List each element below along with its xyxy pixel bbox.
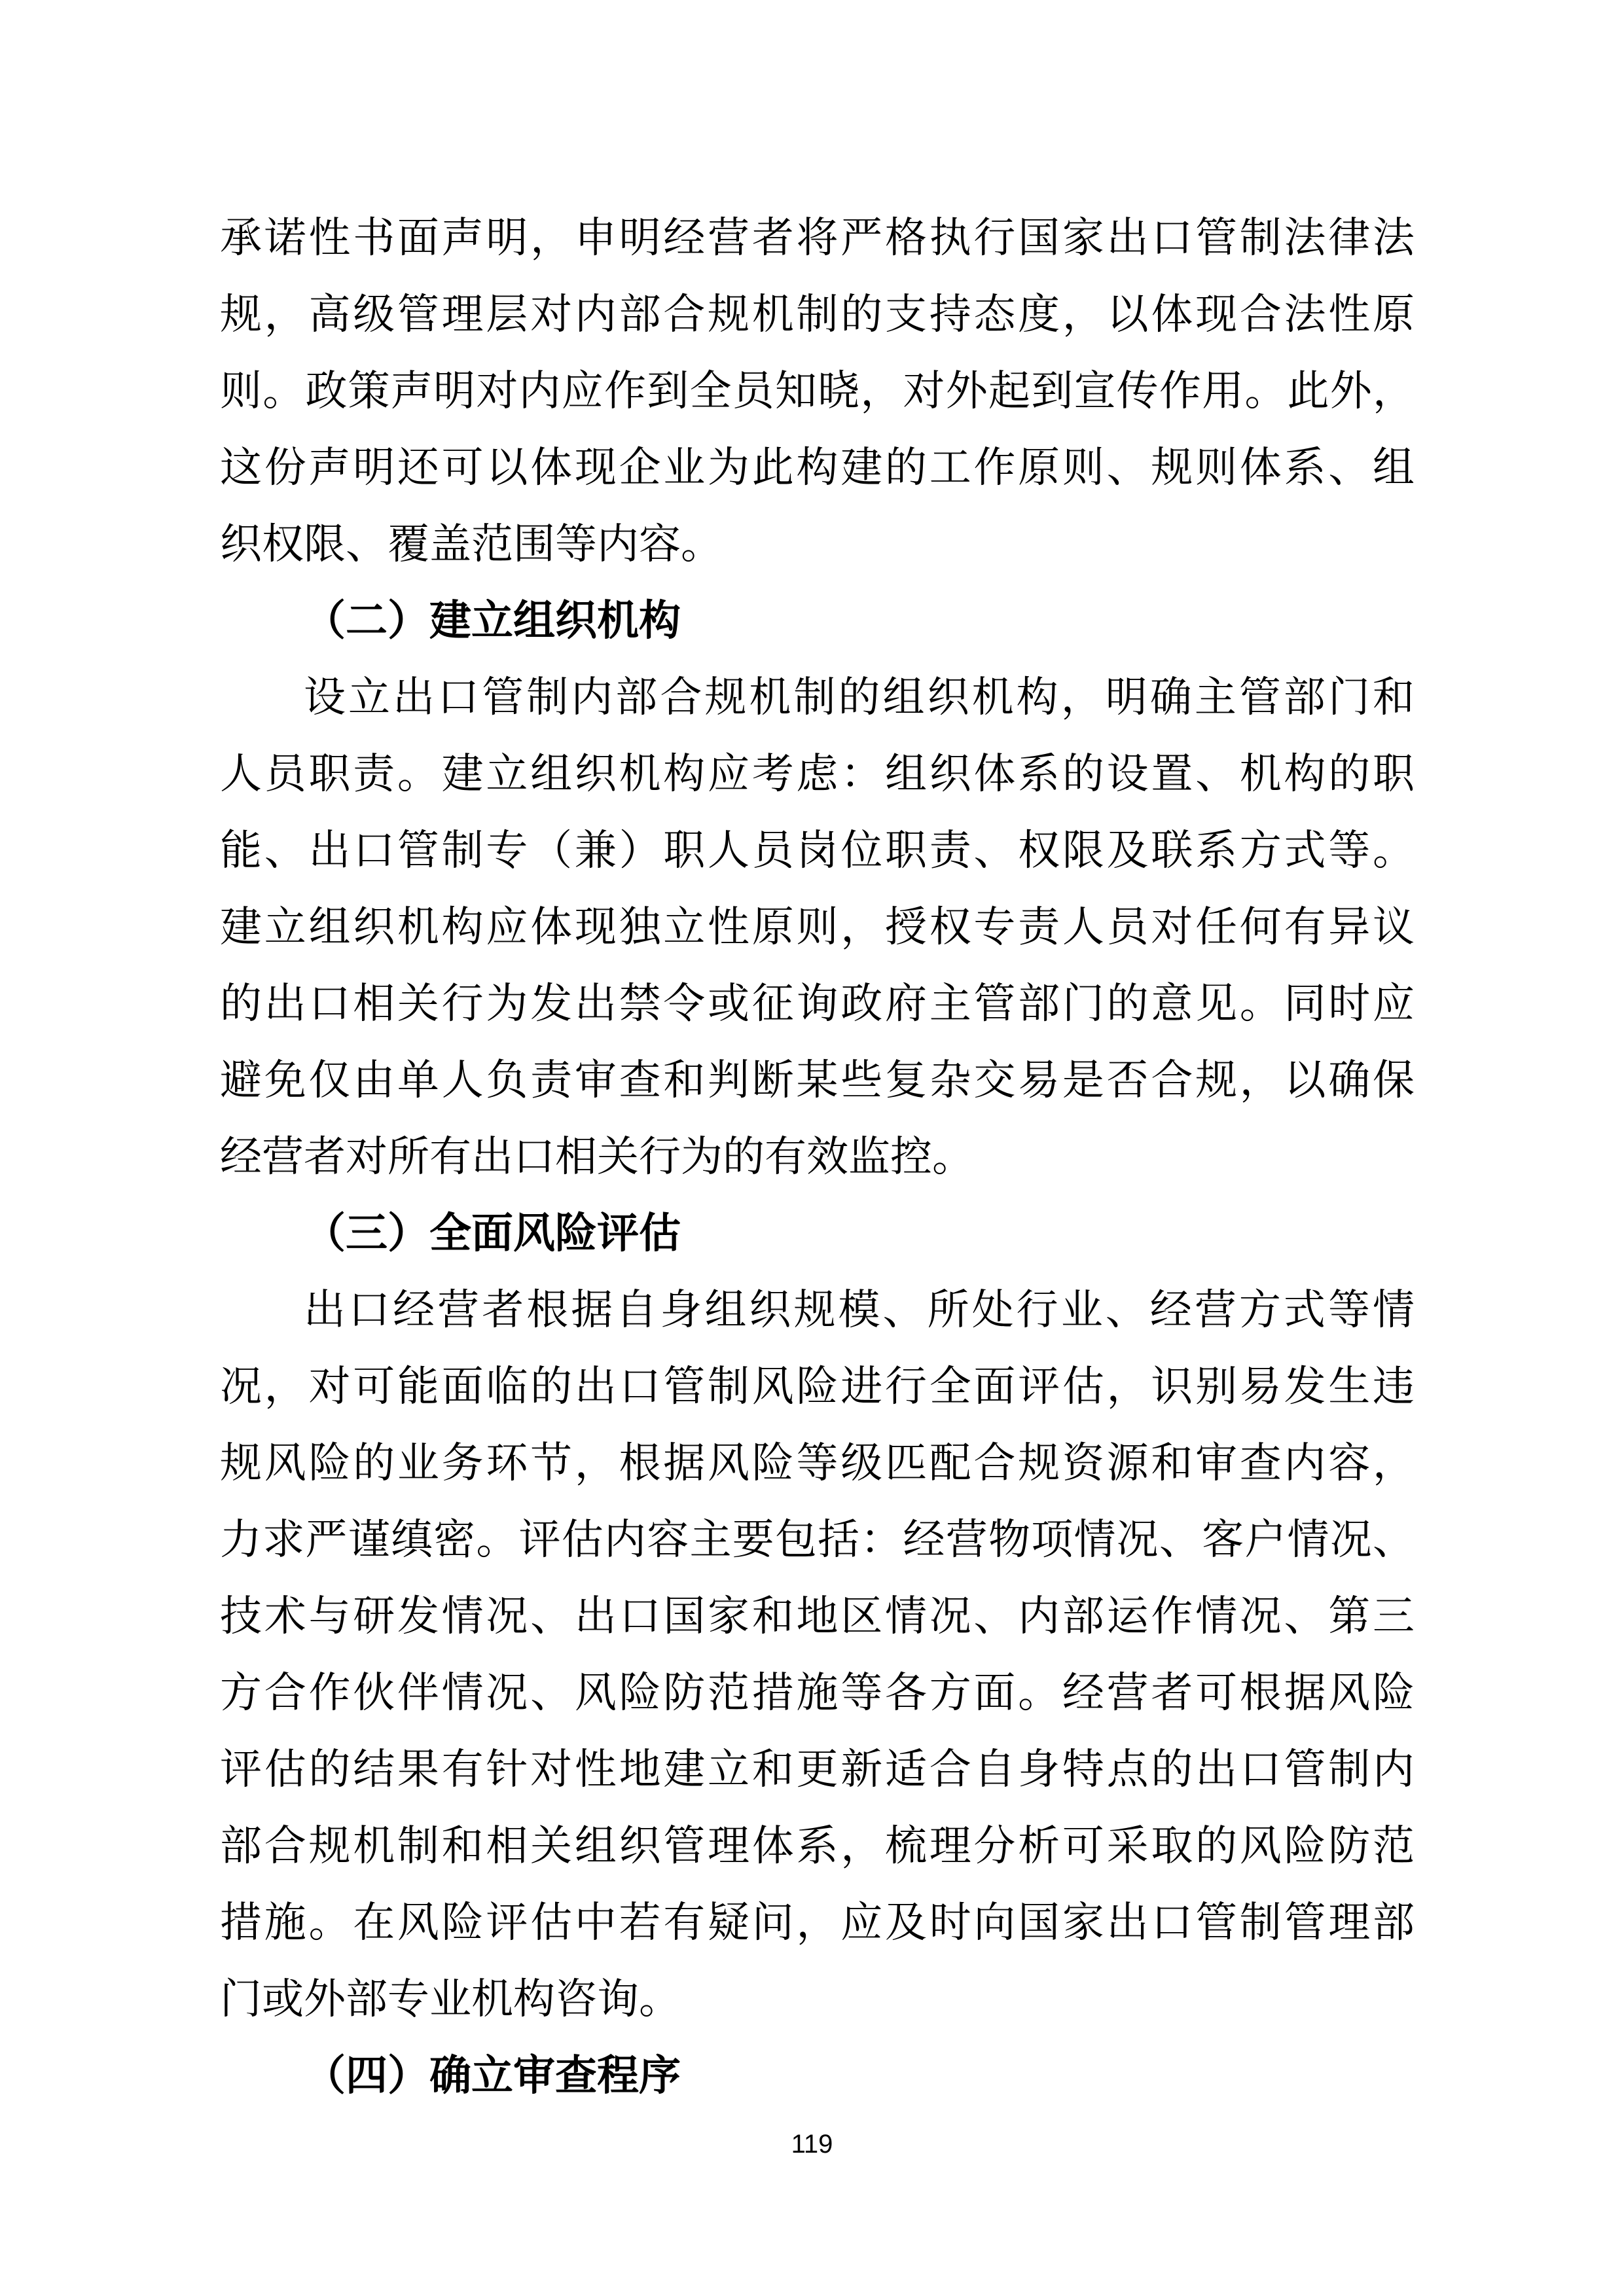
body-text-line: 门或外部专业机构咨询。 bbox=[220, 1976, 681, 2022]
body-text-line: 评估的结果有针对性地建立和更新适合自身特点的出口管制内 bbox=[220, 1746, 1415, 1793]
body-text-line: 承诺性书面声明，申明经营者将严格执行国家出口管制法律法 bbox=[220, 215, 1415, 261]
body-text-line: 建立组织机构应体现独立性原则，授权专责人员对任何有异议 bbox=[220, 904, 1415, 950]
body-text-line: 规风险的业务环节，根据风险等级匹配合规资源和审查内容， bbox=[220, 1440, 1415, 1486]
body-text-line: 方合作伙伴情况、风险防范措施等各方面。经营者可根据风险 bbox=[220, 1670, 1415, 1716]
body-text-line: 部合规机制和相关组织管理体系，梳理分析可采取的风险防范 bbox=[220, 1823, 1415, 1869]
body-text-line: 这份声明还可以体现企业为此构建的工作原则、规则体系、组 bbox=[220, 444, 1415, 491]
body-text-line: 的出口相关行为发出禁令或征询政府主管部门的意见。同时应 bbox=[220, 980, 1415, 1027]
body-text-line: 措施。在风险评估中若有疑问，应及时向国家出口管制管理部 bbox=[220, 1899, 1415, 1946]
body-text-line: 出口经营者根据自身组织规模、所处行业、经营方式等情 bbox=[304, 1287, 1415, 1333]
body-text-line: 设立出口管制内部合规机制的组织机构，明确主管部门和 bbox=[304, 674, 1415, 721]
body-text-line: 则。政策声明对内应作到全员知晓，对外起到宣传作用。此外， bbox=[220, 368, 1415, 414]
heading-section-4: （四）确立审查程序 bbox=[304, 2053, 681, 2099]
body-text-line: 能、出口管制专（兼）职人员岗位职责、权限及联系方式等。 bbox=[220, 827, 1415, 874]
body-text-line: 人员职责。建立组织机构应考虑：组织体系的设置、机构的职 bbox=[220, 751, 1415, 797]
heading-section-3: （三）全面风险评估 bbox=[304, 1210, 681, 1257]
document-body bbox=[220, 200, 1415, 2114]
heading-section-2: （二）建立组织机构 bbox=[304, 598, 681, 644]
page-number: 119 bbox=[791, 2130, 833, 2159]
body-text-line: 技术与研发情况、出口国家和地区情况、内部运作情况、第三 bbox=[220, 1593, 1415, 1640]
page-footer bbox=[0, 2128, 1624, 2160]
body-text-line: 况，对可能面临的出口管制风险进行全面评估，识别易发生违 bbox=[220, 1363, 1415, 1410]
body-text-line: 规，高级管理层对内部合规机制的支持态度，以体现合法性原 bbox=[220, 291, 1415, 338]
body-text-line: 织权限、覆盖范围等内容。 bbox=[220, 521, 723, 567]
body-text-line: 经营者对所有出口相关行为的有效监控。 bbox=[220, 1134, 974, 1180]
body-text-line: 力求严谨缜密。评估内容主要包括：经营物项情况、客户情况、 bbox=[220, 1516, 1415, 1563]
body-text-line: 避免仅由单人负责审查和判断某些复杂交易是否合规，以确保 bbox=[220, 1057, 1415, 1103]
